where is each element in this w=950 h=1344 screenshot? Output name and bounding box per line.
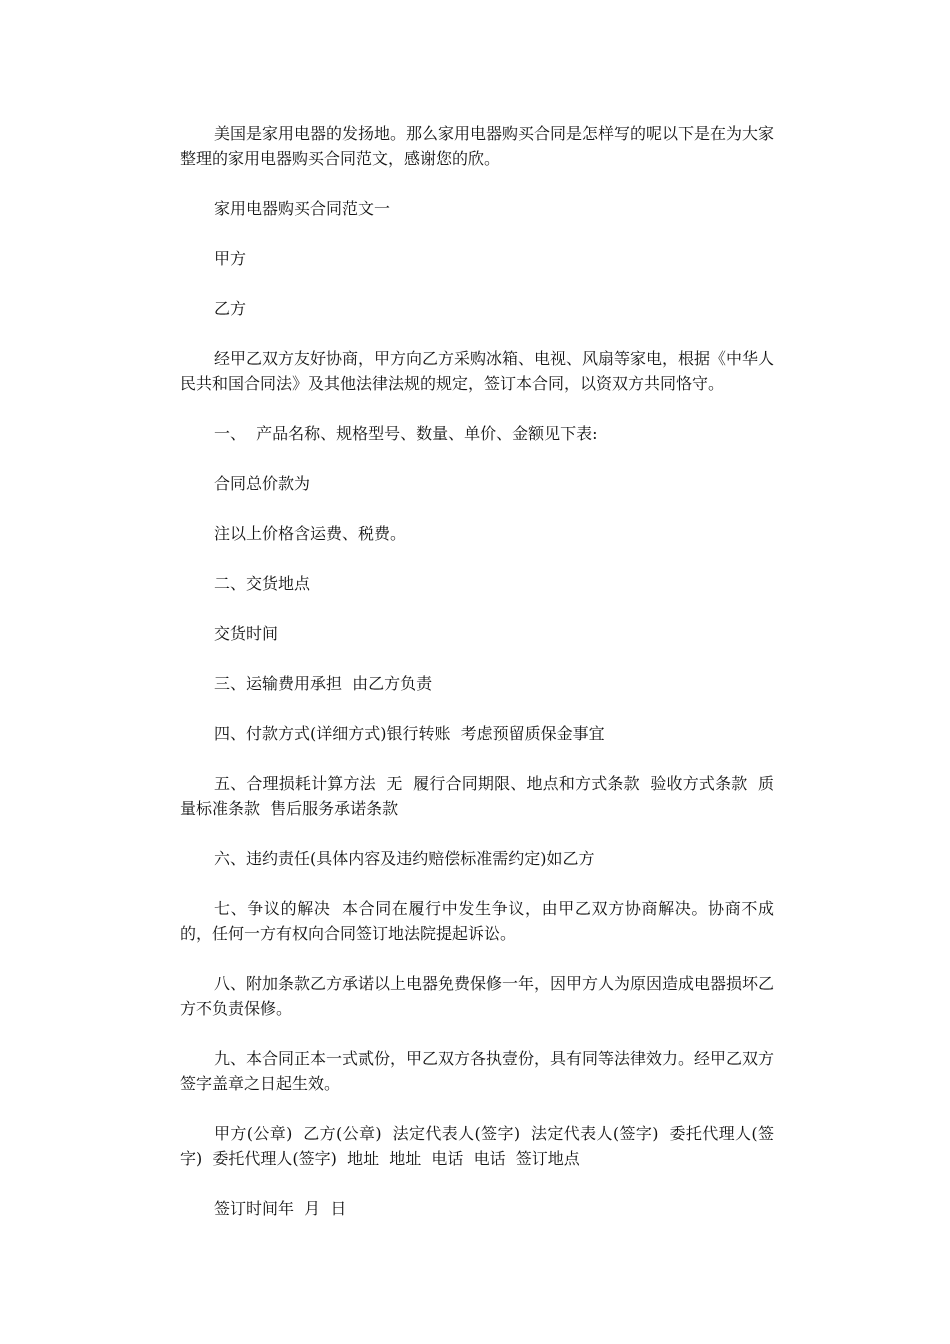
delivery-time-line: 交货时间	[214, 624, 279, 643]
preamble-paragraph: 经甲乙双方友好协商，甲方向乙方采购冰箱、电视、风扇等家电，根据《中华人民共和国合同法》及其他法律法规的规定，签订本合同，以资双方共同恪守。	[180, 349, 775, 393]
party-b-line: 乙方	[214, 299, 247, 318]
clause-5: 五、合理损耗计算方法 无 履行合同期限、地点和方式条款 验收方式条款 质量标准条款 售后服务承诺条款	[180, 774, 774, 818]
document-body	[180, 121, 774, 1246]
clause-9: 九、本合同正本一式贰份，甲乙双方各执壹份，具有同等法律效力。经甲乙双方签字盖章之日起生效。	[180, 1049, 775, 1093]
clause-3: 三、运输费用承担 由乙方负责	[214, 674, 433, 693]
clause-8: 八、附加条款乙方承诺以上电器免费保修一年，因甲方人为原因造成电器损坏乙方不负责保修。	[180, 974, 775, 1018]
signature-block: 甲方(公章) 乙方(公章) 法定代表人(签字) 法定代表人(签字) 委托代理人(签字) 委托代理人(签字) 地址 地址 电话 电话 签订地点	[180, 1124, 774, 1168]
intro-paragraph: 美国是家用电器的发扬地。那么家用电器购买合同是怎样写的呢以下是在为大家整理的家用电器购买合同范文，感谢您的欣。	[180, 124, 775, 168]
clause-7: 七、争议的解决 本合同在履行中发生争议，由甲乙双方协商解决。协商不成的，任何一方有权向合同签订地法院提起诉讼。	[180, 899, 774, 943]
price-note-line: 注以上价格含运费、税费。	[214, 524, 407, 543]
clause-1: 一、 产品名称、规格型号、数量、单价、金额见下表:	[214, 424, 598, 443]
clause-2: 二、交货地点	[214, 574, 311, 593]
party-a-line: 甲方	[214, 249, 247, 268]
section-title: 家用电器购买合同范文一	[214, 199, 391, 218]
total-price-line: 合同总价款为	[214, 474, 311, 493]
clause-4: 四、付款方式(详细方式)银行转账 考虑预留质保金事宜	[214, 724, 605, 743]
clause-6: 六、违约责任(具体内容及违约赔偿标准需约定)如乙方	[214, 849, 595, 868]
signing-date-line: 签订时间年 月 日	[214, 1199, 347, 1218]
